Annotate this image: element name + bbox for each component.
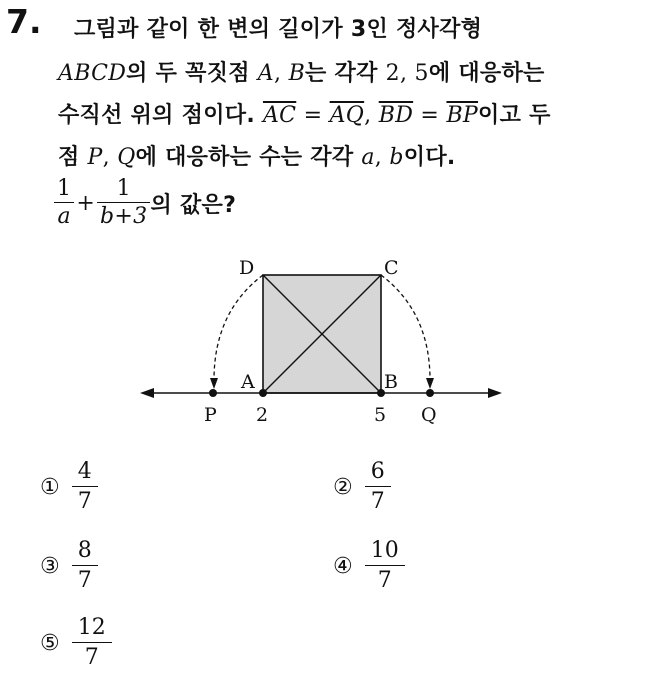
line2-sep-2: ,: [399, 61, 415, 86]
arc-d-to-p: [214, 275, 263, 380]
choice-4[interactable]: [333, 537, 405, 596]
fraction-1-denominator: a: [54, 202, 74, 231]
arc-c-to-q-arrowhead: [426, 378, 434, 389]
line4-sep-2: ,: [374, 145, 390, 170]
point-q: Q: [117, 145, 136, 170]
choice-4-mark: ④: [333, 554, 353, 579]
question-line-1-text: 그림과 같이 한 변의 길이가 3인 정사각형: [74, 17, 483, 42]
variable-b: b: [389, 145, 404, 170]
label-c: C: [384, 257, 399, 279]
point-p: P: [87, 145, 103, 170]
arc-c-to-q: [381, 275, 430, 380]
label-p: P: [204, 404, 217, 426]
label-5: 5: [374, 404, 387, 426]
line4-text-3: 이다.: [403, 145, 456, 170]
choice-5-numerator: 12: [77, 615, 106, 640]
line4-text-1: 점: [58, 145, 88, 170]
vertex-a: A: [257, 61, 274, 86]
choice-4-fraction: [365, 537, 405, 596]
fraction-1-numerator: 1: [57, 176, 72, 201]
label-d: D: [239, 257, 255, 279]
vertex-b: B: [288, 61, 306, 86]
number-line-right-arrow: [488, 388, 502, 398]
line2-text-3: 에 대응하는: [428, 61, 545, 86]
choice-5-denominator: 7: [72, 642, 112, 673]
plus-sign: +: [76, 191, 96, 216]
label-q: Q: [421, 404, 437, 426]
choice-1[interactable]: [40, 458, 98, 517]
line4-text-2: 에 대응하는 수는 각각: [135, 145, 362, 170]
equals-2: =: [413, 103, 447, 128]
choice-5[interactable]: [40, 614, 112, 673]
choice-2-fraction: [365, 458, 391, 517]
point-p-dot: [209, 389, 217, 397]
line2-text-1: 의 두 꼭짓점: [126, 61, 258, 86]
fraction-2-denominator: b+3: [97, 202, 150, 231]
choice-1-mark: ①: [40, 475, 60, 500]
segment-aq: $\overline{AQ}$: [329, 103, 365, 128]
variable-a: a: [361, 145, 375, 170]
segment-ac: $\overline{AC}$: [262, 103, 297, 128]
choice-5-mark: ⑤: [40, 631, 60, 656]
expression-suffix: 의 값은?: [150, 193, 237, 218]
choice-3-numerator: 8: [77, 538, 92, 563]
square-name: ABCD: [58, 61, 127, 86]
choice-4-denominator: 7: [365, 565, 405, 596]
choice-3-denominator: 7: [72, 565, 98, 596]
label-a: A: [241, 371, 255, 393]
choice-4-numerator: 10: [370, 538, 399, 563]
label-2: 2: [256, 404, 269, 426]
choice-2-denominator: 7: [365, 486, 391, 517]
choice-3-fraction: [72, 537, 98, 596]
choice-2[interactable]: [333, 458, 391, 517]
segment-bd: $\overline{BD}$: [378, 103, 414, 128]
choice-5-fraction: [72, 614, 112, 673]
question-number: 7.: [6, 2, 42, 41]
line3-sep: ,: [364, 103, 379, 128]
number-5: 5: [414, 61, 429, 86]
equals-1: =: [296, 103, 330, 128]
label-b: B: [384, 371, 398, 393]
point-a-dot: [259, 389, 267, 397]
choice-3[interactable]: [40, 537, 98, 596]
number-2: 2: [385, 61, 400, 86]
choice-1-fraction: [72, 458, 98, 517]
line2-text-2: 는 각각: [305, 61, 386, 86]
choice-3-mark: ③: [40, 554, 60, 579]
line4-sep-1: ,: [102, 145, 118, 170]
choice-2-numerator: 6: [370, 459, 385, 484]
line3-text-2: 이고 두: [478, 103, 551, 128]
point-q-dot: [426, 389, 434, 397]
segment-bp: $\overline{BP}$: [446, 103, 479, 128]
number-line-left-arrow: [140, 388, 154, 398]
choice-1-numerator: 4: [77, 459, 92, 484]
line3-text-1: 수직선 위의 점이다.: [58, 103, 263, 128]
arc-d-to-p-arrowhead: [210, 378, 218, 389]
fraction-2-numerator: 1: [116, 176, 131, 201]
line2-sep-1: ,: [273, 61, 289, 86]
choice-2-mark: ②: [333, 475, 353, 500]
choice-1-denominator: 7: [72, 486, 98, 517]
